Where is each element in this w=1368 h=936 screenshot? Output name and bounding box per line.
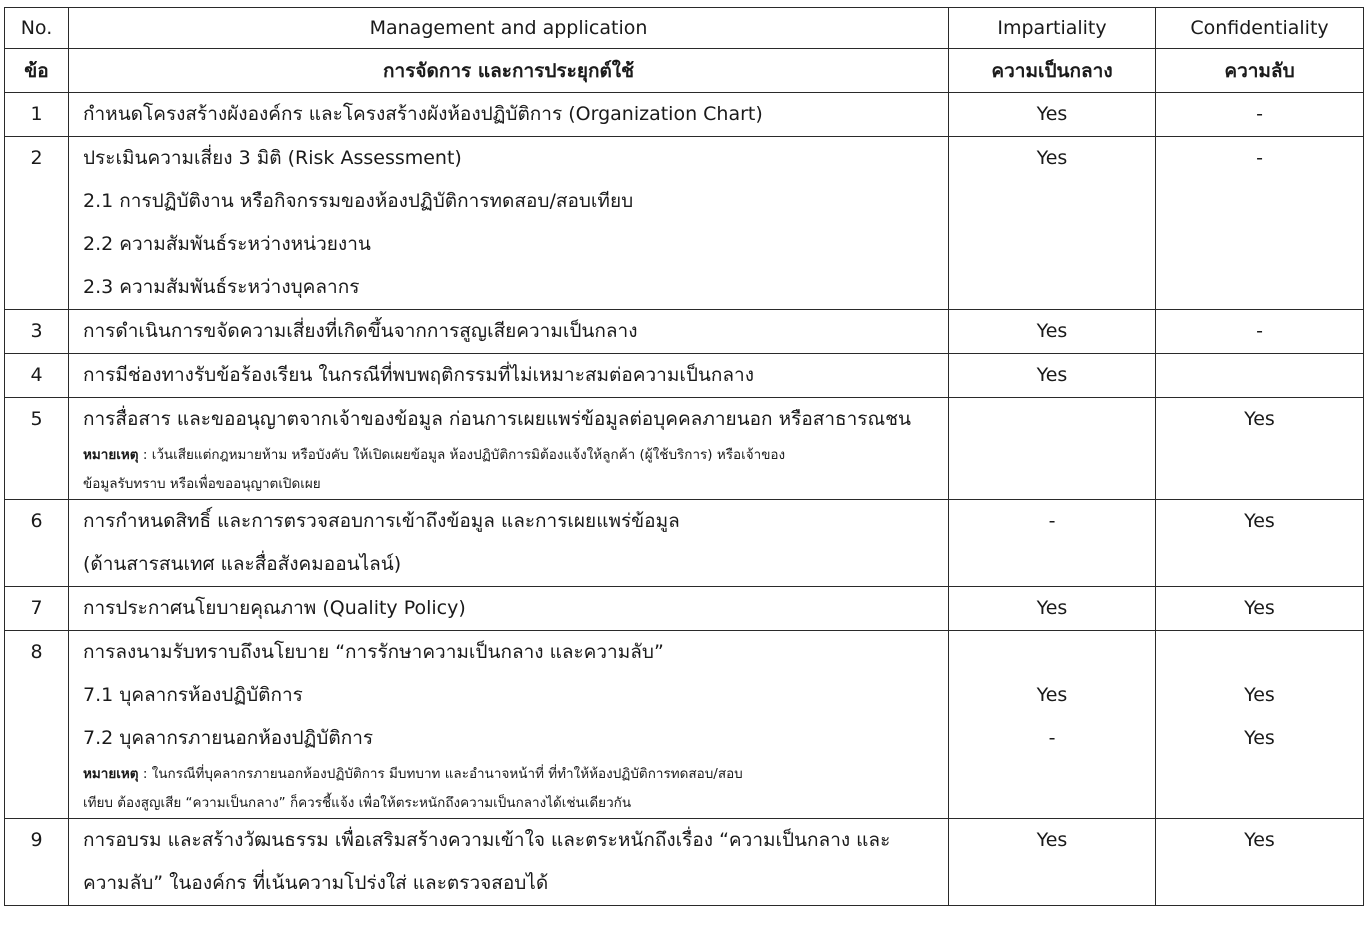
row-number: 6: [30, 510, 43, 532]
confidentiality-value: -: [1256, 147, 1263, 169]
impartiality-value: Yes: [1036, 829, 1068, 851]
row-subitem: 2.1 การปฏิบัติงาน หรือกิจกรรมของห้องปฏิบัติการทดสอบ/สอบเทียบ: [83, 190, 634, 212]
row-text: การอบรม และสร้างวัฒนธรรม เพื่อเสริมสร้างความเข้าใจ และตระหนักถึงเรื่อง “ความเป็นกลาง และ: [83, 829, 891, 851]
confidentiality-value: Yes: [1244, 510, 1275, 532]
table-row: [5, 310, 1364, 354]
row-text: การดำเนินการขจัดความเสี่ยงที่เกิดขึ้นจากการสูญเสียความเป็นกลาง: [83, 320, 638, 342]
header-impartiality-en: Impartiality: [949, 8, 1156, 49]
row-text-continued: ความลับ” ในองค์กร ที่เน้นความโปร่งใส่ และตรวจสอบได้: [83, 872, 549, 894]
row-number: 2: [30, 147, 43, 169]
header-no-th: ข้อ: [5, 49, 69, 93]
impartiality-value: Yes: [1036, 320, 1068, 342]
row-text: การกำหนดสิทธิ์ และการตรวจสอบการเข้าถึงข้อมูล และการเผยแพร่ข้อมูล: [83, 510, 680, 532]
row-number: 3: [30, 320, 43, 342]
confidentiality-value-sub-1: Yes: [1244, 684, 1275, 706]
confidentiality-value: Yes: [1244, 829, 1275, 851]
impartiality-value-sub-2: -: [1048, 727, 1056, 749]
table-row: [5, 819, 1364, 906]
header-confidentiality-th: ความลับ: [1156, 49, 1364, 93]
note-text: : เว้นเสียแต่กฎหมายห้าม หรือบังคับ ให้เปิดเผยข้อมูล ห้องปฏิบัติการมิต้องแจ้งให้ลูกค้า (ผู้ใช้บริการ) หรือเจ้าของ: [138, 447, 786, 463]
impartiality-value: -: [1048, 510, 1056, 532]
row-note: [83, 441, 948, 470]
impartiality-value-sub-1: Yes: [1036, 684, 1068, 706]
row-number: 5: [30, 408, 43, 430]
impartiality-value: Yes: [1036, 147, 1068, 169]
table-row: [5, 587, 1364, 631]
header-management-en: Management and application: [69, 8, 949, 49]
impartiality-value: Yes: [1036, 364, 1068, 386]
row-text: กำหนดโครงสร้างผังองค์กร และโครงสร้างผังห้องปฏิบัติการ (Organization Chart): [83, 103, 763, 125]
impartiality-value: Yes: [1036, 103, 1068, 125]
row-number: 8: [30, 641, 43, 663]
confidentiality-value: -: [1256, 103, 1263, 125]
table-row: [5, 93, 1364, 137]
row-text-continued: (ด้านสารสนเทศ และสื่อสังคมออนไลน์): [83, 553, 402, 575]
row-subitem: 7.2 บุคลากรภายนอกห้องปฏิบัติการ: [83, 727, 374, 749]
table-row: [5, 137, 1364, 310]
row-text: การสื่อสาร และขออนุญาตจากเจ้าของข้อมูล ก่อนการเผยแพร่ข้อมูลต่อบุคคลภายนอก หรือสาธารณชน: [83, 408, 911, 430]
note-text: : ในกรณีที่บุคลากรภายนอกห้องปฏิบัติการ มีบทบาท และอำนาจหน้าที่ ที่ทำให้ห้องปฏิบัติการทดสอบ/สอบ: [138, 766, 743, 782]
confidentiality-value: Yes: [1244, 597, 1275, 619]
note-label: หมายเหตุ: [83, 766, 139, 782]
header-impartiality-th: ความเป็นกลาง: [949, 49, 1156, 93]
header-management-th: การจัดการ และการประยุกต์ใช้: [69, 49, 949, 93]
impartiality-value: [949, 398, 1155, 441]
row-text: ประเมินความเสี่ยง 3 มิติ (Risk Assessment): [83, 147, 462, 169]
row-note-continued: เทียบ ต้องสูญเสีย “ความเป็นกลาง” ก็ควรชี้แจ้ง เพื่อให้ตระหนักถึงความเป็นกลางได้เช่นเดียวกัน: [83, 795, 632, 811]
header-row-en: [5, 8, 1364, 49]
row-number: 4: [30, 364, 43, 386]
table-row: [5, 500, 1364, 587]
header-confidentiality-en: Confidentiality: [1156, 8, 1364, 49]
note-label: หมายเหตุ: [83, 447, 139, 463]
confidentiality-value: [1156, 354, 1363, 397]
policy-table: [4, 7, 1364, 906]
row-number: 1: [30, 103, 43, 125]
row-text: การประกาศนโยบายคุณภาพ (Quality Policy): [83, 597, 466, 619]
row-subitem: 2.3 ความสัมพันธ์ระหว่างบุคลากร: [83, 276, 360, 298]
header-row-th: [5, 49, 1364, 93]
row-text: การมีช่องทางรับข้อร้องเรียน ในกรณีที่พบพฤติกรรมที่ไม่เหมาะสมต่อความเป็นกลาง: [83, 364, 754, 386]
table-row: [5, 398, 1364, 500]
confidentiality-value: Yes: [1244, 408, 1275, 430]
header-no-en: No.: [5, 8, 69, 49]
row-number: 7: [30, 597, 43, 619]
row-subitem: 7.1 บุคลากรห้องปฏิบัติการ: [83, 684, 303, 706]
row-note: [83, 760, 948, 789]
row-number: 9: [30, 829, 43, 851]
row-note-continued: ข้อมูลรับทราบ หรือเพื่อขออนุญาตเปิดเผย: [83, 476, 321, 492]
confidentiality-value: -: [1256, 320, 1263, 342]
row-subitem: 2.2 ความสัมพันธ์ระหว่างหน่วยงาน: [83, 233, 371, 255]
table-row: [5, 354, 1364, 398]
table-row: [5, 631, 1364, 819]
impartiality-value: Yes: [1036, 597, 1068, 619]
confidentiality-value-sub-2: Yes: [1244, 727, 1275, 749]
row-text: การลงนามรับทราบถึงนโยบาย “การรักษาความเป็นกลาง และความลับ”: [83, 641, 664, 663]
